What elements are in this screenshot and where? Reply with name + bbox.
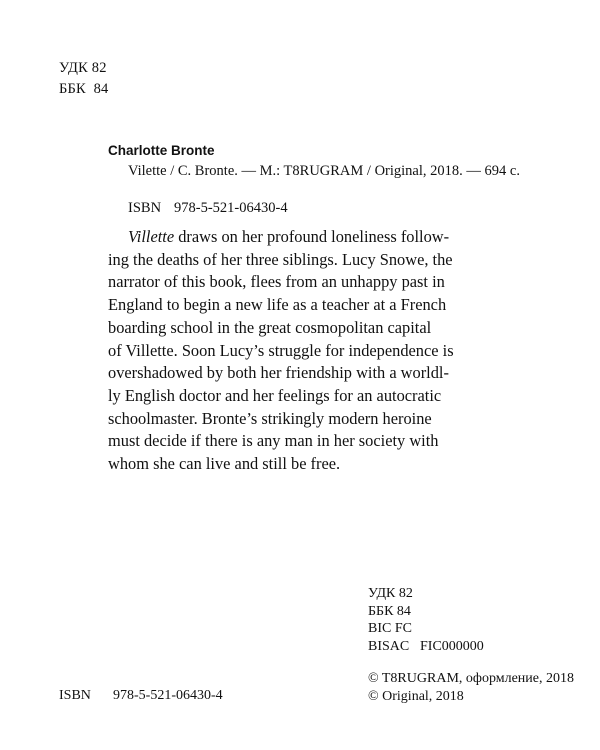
top-classification xyxy=(59,58,108,100)
annotation-line xyxy=(108,226,497,249)
isbn-value: 978-5-521-06430-4 xyxy=(174,200,288,216)
bbk-code: ББК 84 xyxy=(59,81,109,97)
copyright-line-original: © Original, 2018 xyxy=(368,688,464,704)
bibliographic-record xyxy=(108,140,520,219)
annotation-line: of Villette. Soon Lucy’s struggle for independence is xyxy=(108,340,454,360)
bottom-classification xyxy=(368,585,484,655)
book-title-italic: Villette xyxy=(128,227,175,246)
udk-code: УДК 82 xyxy=(59,60,107,76)
annotation-line: schoolmaster. Bronte’s strikingly modern heroine xyxy=(108,408,432,428)
bisac-code xyxy=(368,638,484,656)
bottom-isbn xyxy=(59,687,223,705)
copyright-line-publisher: © T8RUGRAM, оформление, 2018 xyxy=(368,671,575,686)
annotation-line: whom she can live and still be free. xyxy=(108,454,341,474)
annotation-line: England to begin a new life as a teacher at a French xyxy=(108,295,447,315)
bibliographic-description: Vilette / C. Bronte. — M.: T8RUGRAM / Original, 2018. — 694 c. xyxy=(128,163,520,179)
annotation-line: narrator of this book, flees from an unhappy past in xyxy=(108,272,445,292)
annotation-line: overshadowed by both her friendship with a worldl- xyxy=(108,363,449,383)
copyright-notice xyxy=(368,670,574,705)
annotation-line: ly English doctor and her feelings for an autocratic xyxy=(108,385,442,405)
isbn-record xyxy=(108,198,520,219)
annotation-line: ing the deaths of her three siblings. Lucy Snowe, the xyxy=(108,249,453,269)
bisac-value: FIC000000 xyxy=(420,638,484,654)
isbn-label: ISBN xyxy=(128,200,162,216)
annotation-line: must decide if there is any man in her society with xyxy=(108,431,439,451)
isbn-value: 978-5-521-06430-4 xyxy=(113,688,223,703)
bbk-code: ББК 84 xyxy=(368,603,411,619)
bic-code: BIC FC xyxy=(368,621,412,636)
udk-code: УДК 82 xyxy=(368,586,413,601)
author-name: Charlotte Bronte xyxy=(108,143,215,158)
bisac-label: BISAC xyxy=(368,638,410,654)
book-annotation xyxy=(108,226,497,476)
isbn-label: ISBN xyxy=(59,688,91,703)
annotation-line: boarding school in the great cosmopolitan capital xyxy=(108,317,432,337)
annotation-line-text: draws on her profound loneliness follow- xyxy=(174,227,450,246)
